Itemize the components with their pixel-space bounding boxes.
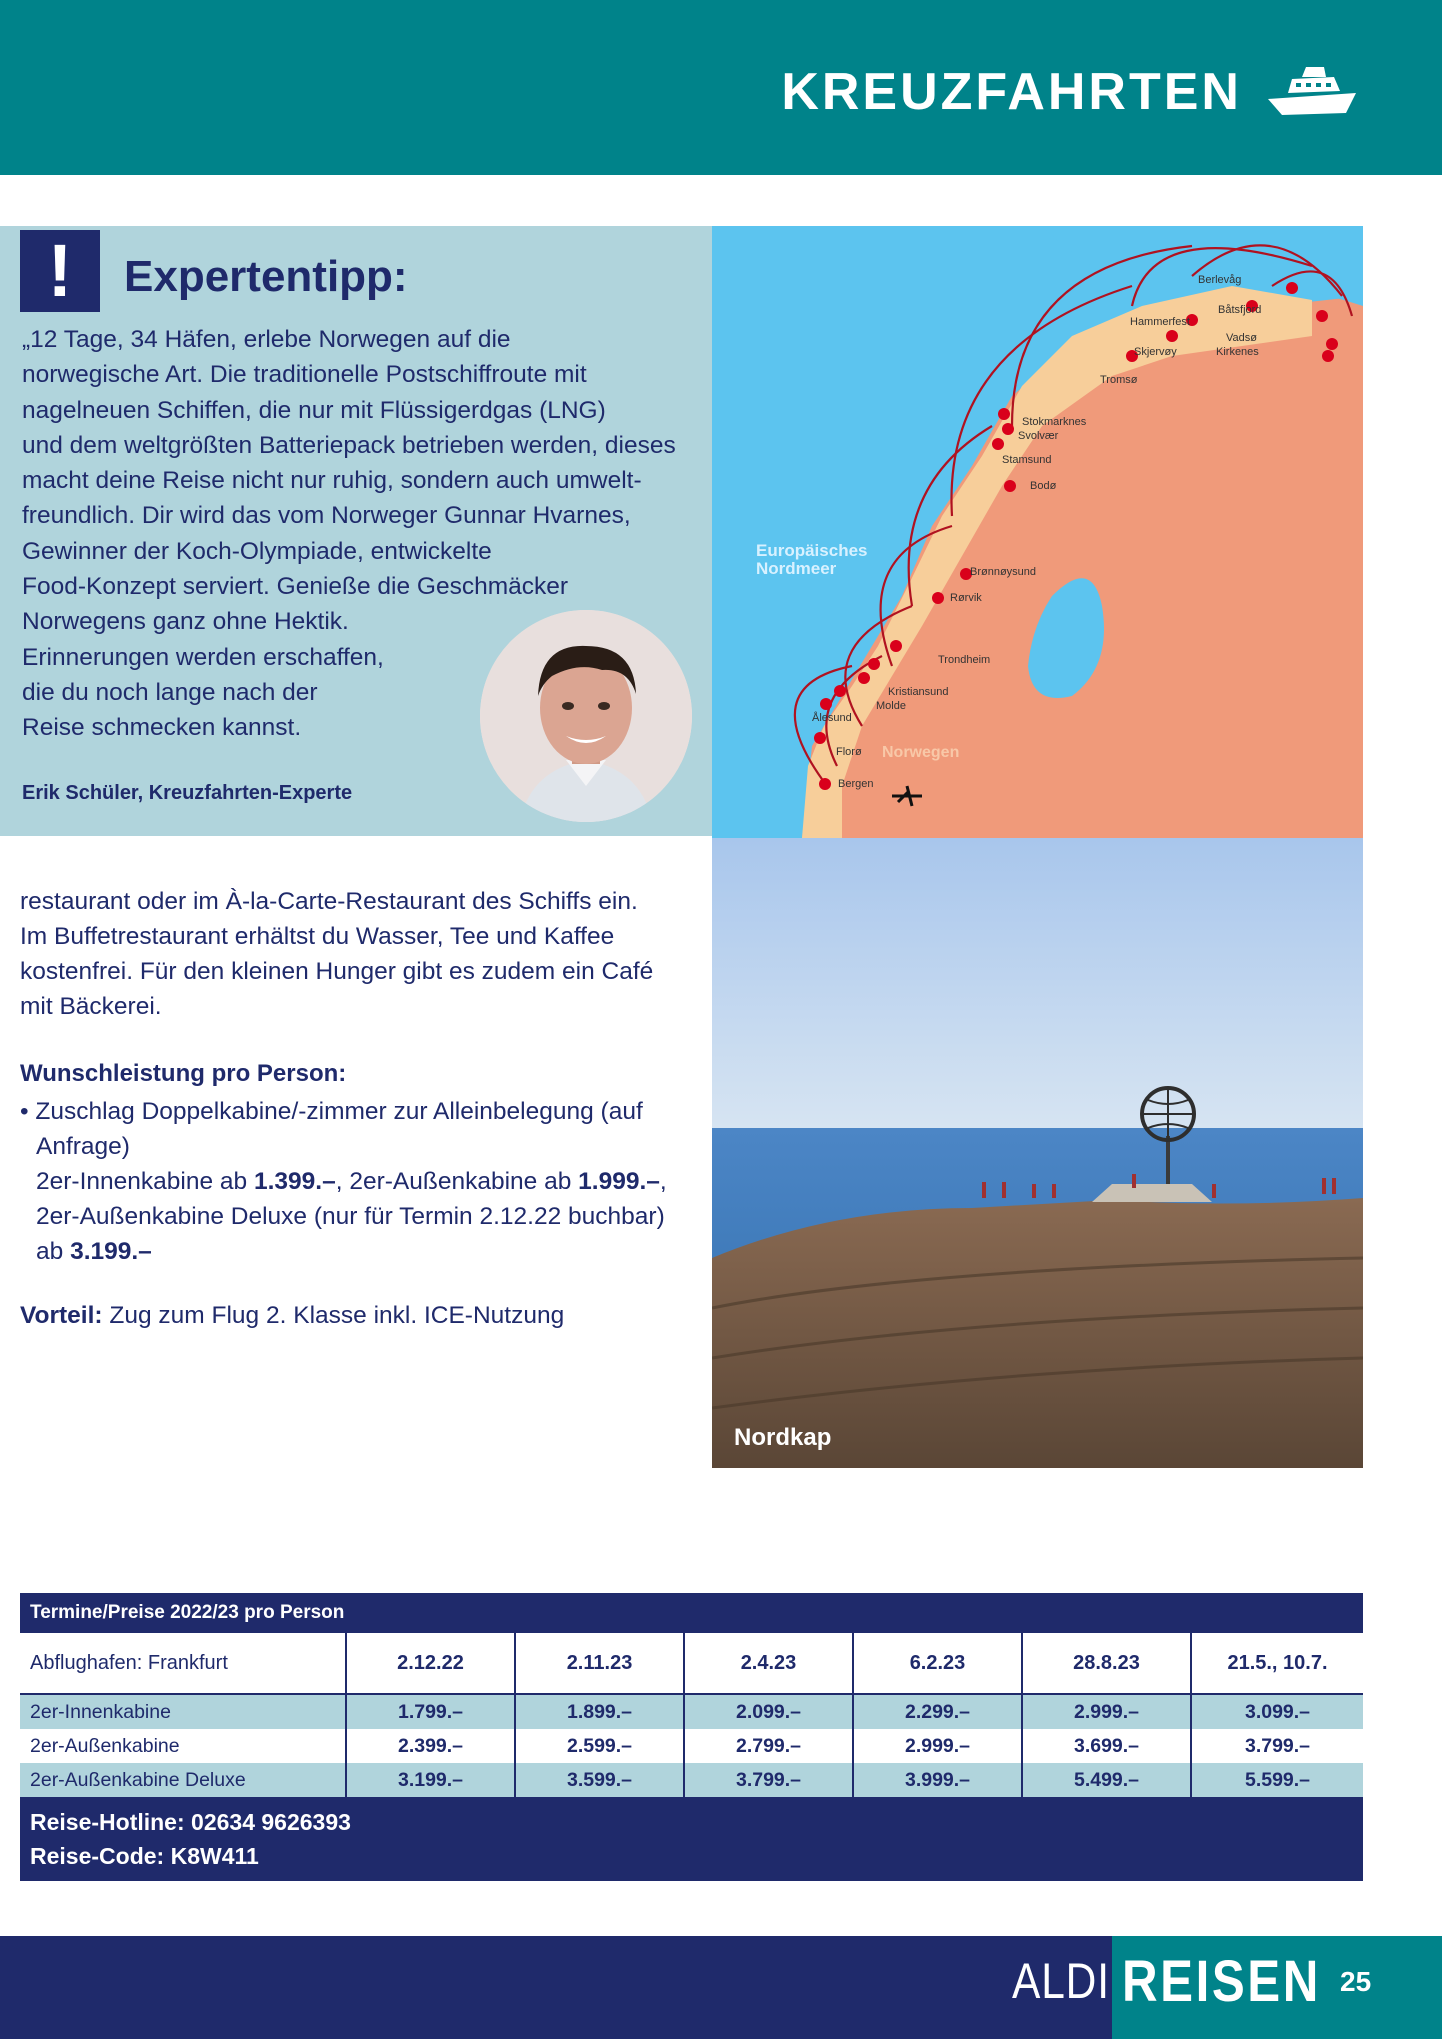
expert-tip-title: Expertentipp: xyxy=(124,252,408,301)
price-cell: 1.799.– xyxy=(346,1694,515,1729)
extras-line: 2er-Außenkabine Deluxe (nur für Termin 2.12.22 buchbar) xyxy=(36,1203,665,1230)
travel-code: Reise-Code: K8W411 xyxy=(30,1843,259,1869)
cabin-label: 2er-Innenkabine xyxy=(20,1694,346,1729)
date-cell: 21.5., 10.7. xyxy=(1191,1633,1363,1694)
price-cell: 3.599.– xyxy=(515,1763,684,1797)
price-cell: 3.199.– xyxy=(346,1763,515,1797)
extras-price: 3.199.– xyxy=(70,1238,152,1265)
price-cell: 3.799.– xyxy=(684,1763,853,1797)
body-line: restaurant oder im À-la-Carte-Restaurant des Schiffs ein. xyxy=(20,888,638,915)
port-label: Svolvær xyxy=(1018,430,1059,442)
brand-reisen: REISEN xyxy=(1122,1949,1321,2014)
price-cell: 2.099.– xyxy=(684,1694,853,1729)
date-cell: 2.4.23 xyxy=(684,1633,853,1694)
table-row xyxy=(20,1763,1363,1797)
exclamation-icon: ! xyxy=(20,230,100,312)
port-label: Molde xyxy=(876,700,906,712)
brand-aldi: ALDI xyxy=(1012,1953,1110,2009)
extras-heading: Wunschleistung pro Person: xyxy=(20,1060,347,1087)
port-label: Rørvik xyxy=(950,592,982,604)
port-label: Brønnøysund xyxy=(970,566,1037,578)
price-cell: 5.599.– xyxy=(1191,1763,1363,1797)
extras-line xyxy=(36,1234,716,1269)
price-cell: 2.999.– xyxy=(1022,1694,1191,1729)
port-label: Bodø xyxy=(1030,480,1057,492)
date-cell: 2.12.22 xyxy=(346,1633,515,1694)
expert-tip-author: Erik Schüler, Kreuzfahrten-Experte xyxy=(22,782,353,804)
country-label: Norwegen xyxy=(882,744,960,761)
photo-caption: Nordkap xyxy=(734,1424,832,1451)
port-label: Hammerfest xyxy=(1130,316,1190,328)
section-title: KREUZFAHRTEN xyxy=(781,63,1242,121)
date-cell: 28.8.23 xyxy=(1022,1633,1191,1694)
route-map xyxy=(712,226,1363,838)
port-label: Trondheim xyxy=(938,654,991,666)
price-cell: 2.799.– xyxy=(684,1729,853,1763)
expert-portrait xyxy=(480,610,692,822)
table-header-row xyxy=(20,1593,1363,1633)
extras-text: 2er-Innenkabine ab xyxy=(36,1168,254,1195)
extras-line: • Zuschlag Doppelkabine/-zimmer zur Alleinbelegung (auf xyxy=(20,1098,643,1125)
price-cell: 3.999.– xyxy=(853,1763,1022,1797)
date-cell: 2.11.23 xyxy=(515,1633,684,1694)
airport-cell: Abflughafen: Frankfurt xyxy=(20,1633,346,1694)
port-label: Stamsund xyxy=(1002,454,1052,466)
table-title: Termine/Preise 2022/23 pro Person xyxy=(20,1593,1363,1633)
port-label: Stokmarknes xyxy=(1022,416,1087,428)
price-cell: 2.999.– xyxy=(853,1729,1022,1763)
page-number: 25 xyxy=(1340,1966,1372,1997)
price-cell: 3.099.– xyxy=(1191,1694,1363,1729)
port-label: Florø xyxy=(836,746,862,758)
vorteil-line xyxy=(20,1302,564,1330)
port-label: Kristiansund xyxy=(888,686,949,698)
port-label: Skjervøy xyxy=(1134,346,1177,358)
ship-icon xyxy=(1262,55,1362,125)
port-label: Tromsø xyxy=(1100,374,1138,386)
nordkap-photo xyxy=(712,838,1363,1468)
extras-line: Anfrage) xyxy=(36,1133,130,1160)
extras-text: ab xyxy=(36,1238,71,1265)
body-line: mit Bäckerei. xyxy=(20,993,162,1020)
port-label: Vadsø xyxy=(1226,332,1257,344)
price-cell: 2.599.– xyxy=(515,1729,684,1763)
price-cell: 1.899.– xyxy=(515,1694,684,1729)
date-cell: 6.2.23 xyxy=(853,1633,1022,1694)
price-cell: 2.399.– xyxy=(346,1729,515,1763)
extras-price: 1.999.– xyxy=(578,1168,660,1195)
price-table xyxy=(20,1593,1363,1881)
port-label: Ålesund xyxy=(812,712,852,724)
table-row xyxy=(20,1729,1363,1763)
price-cell: 3.799.– xyxy=(1191,1729,1363,1763)
body-text xyxy=(20,884,680,1024)
port-label: Berlevåg xyxy=(1198,274,1242,286)
extras-line xyxy=(36,1164,716,1199)
port-label: Kirkenes xyxy=(1216,346,1259,358)
price-cell: 3.699.– xyxy=(1022,1729,1191,1763)
body-line: Im Buffetrestaurant erhältst du Wasser, Tee und Kaffee xyxy=(20,923,615,950)
vorteil-label: Vorteil: xyxy=(20,1302,103,1329)
price-cell: 5.499.– xyxy=(1022,1763,1191,1797)
hotline-text: Reise-Hotline: 02634 9626393 xyxy=(30,1809,351,1835)
cabin-label: 2er-Außenkabine Deluxe xyxy=(20,1763,346,1797)
table-dates-row xyxy=(20,1633,1363,1694)
table-row xyxy=(20,1694,1363,1729)
extras-price: 1.399.– xyxy=(253,1168,336,1195)
extras-text: , 2er-Außenkabine ab xyxy=(335,1168,579,1195)
port-label: Bergen xyxy=(838,778,874,790)
price-cell: 2.299.– xyxy=(853,1694,1022,1729)
table-footer-row xyxy=(20,1797,1363,1881)
body-line: kostenfrei. Für den kleinen Hunger gibt es zudem ein Café xyxy=(20,958,654,985)
table-footer xyxy=(20,1797,1363,1881)
port-label: Båtsfjord xyxy=(1218,304,1262,316)
sea-label: Europäisches Nordmeer xyxy=(756,541,868,578)
extras-text: , xyxy=(659,1168,667,1195)
expert-tip-text: „12 Tage, 34 Häfen, erlebe Norwegen auf die norwegische Art. Die traditionelle Postschiffroute mit nagelneuen Schiffen, die nur mit Flüssigerdgas (LNG) und dem weltgrößten Batteriepack betrieben werden, dieses macht deine Reise nicht nur ruhig, sondern auch umwelt- freundlich. Dir wird das vom Norweger Gunnar Hvarnes, Gewinner der Koch-Olympiade, entwickelte Food-Konzept serviert. Genieße die Geschmäcker Norwegens ganz ohne Hektik. Erinnerungen werden erschaffen, die du noch lange nach der Reise schmecken kannst. xyxy=(22,326,676,742)
cabin-label: 2er-Außenkabine xyxy=(20,1729,346,1763)
vorteil-text: Zug zum Flug 2. Klasse inkl. ICE-Nutzung xyxy=(102,1302,565,1329)
